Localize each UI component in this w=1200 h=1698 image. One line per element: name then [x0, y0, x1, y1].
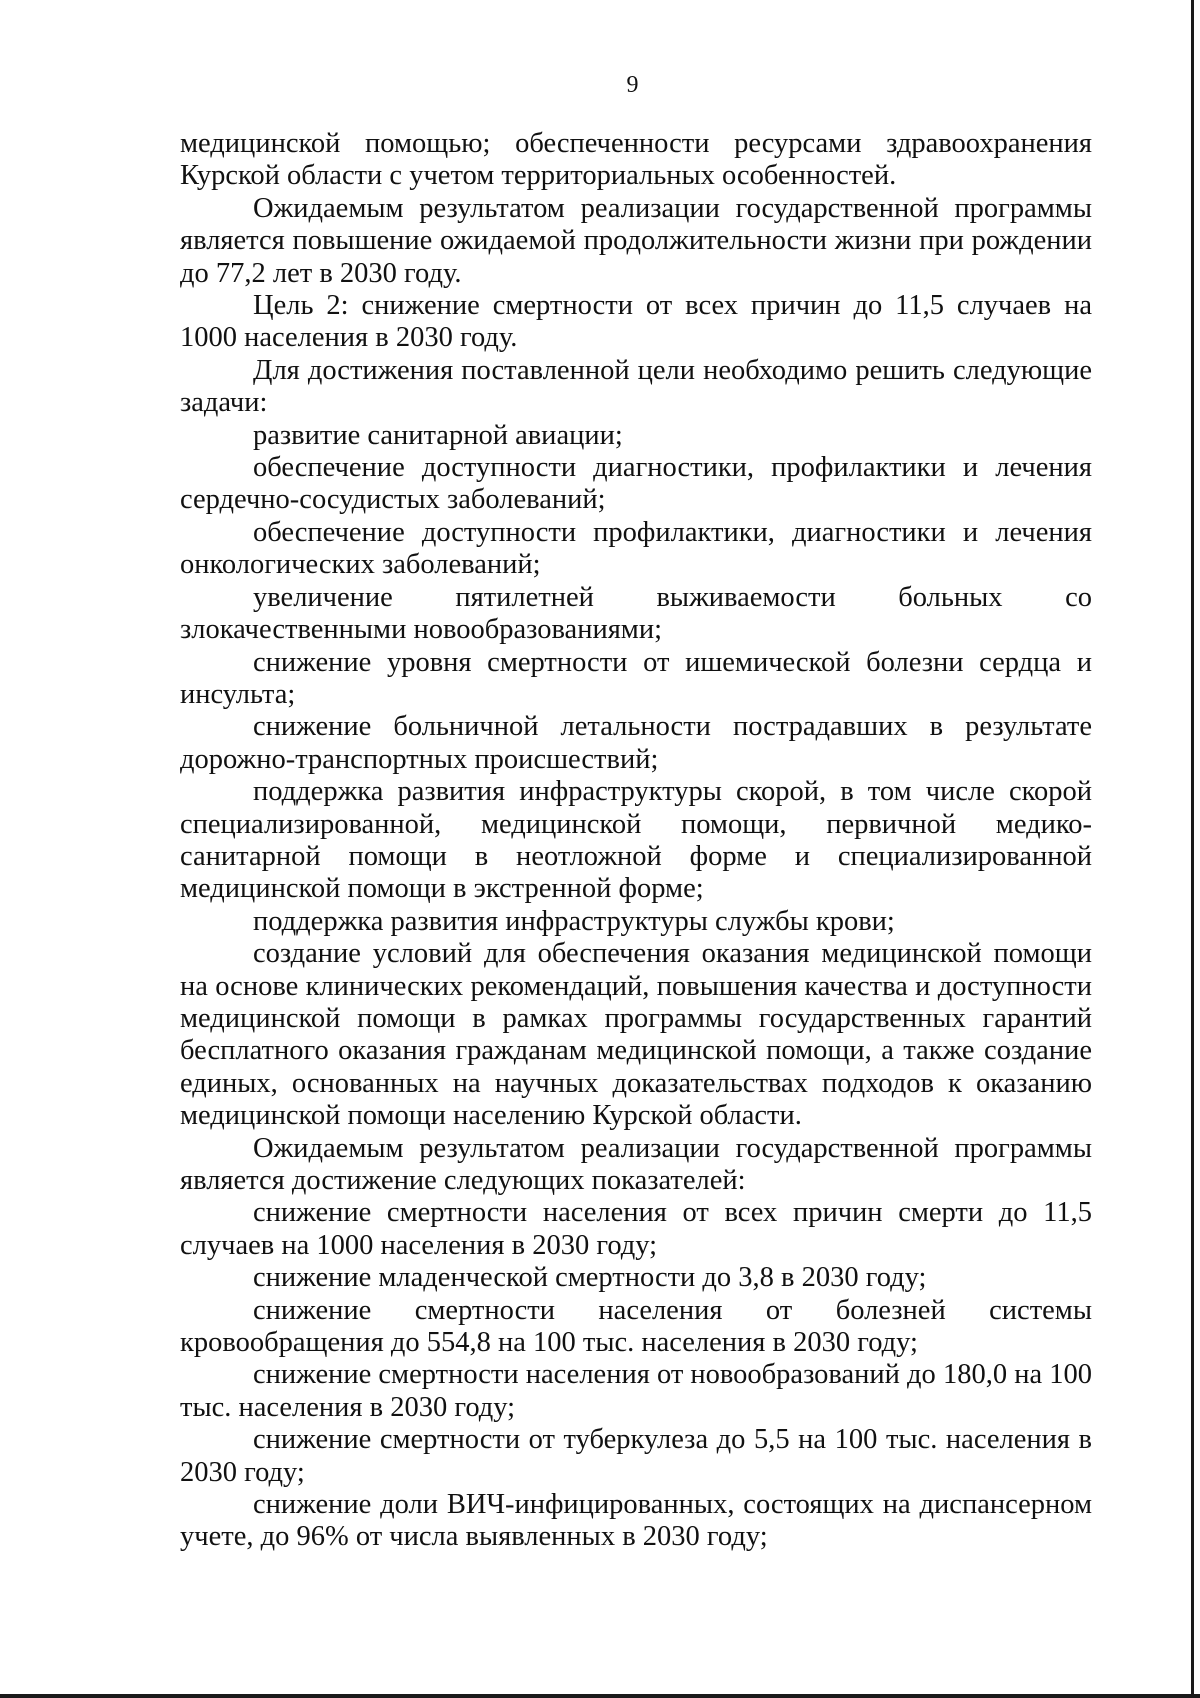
paragraph: снижение доли ВИЧ-инфицированных, состоящих на диспансерном учете, до 96% от числа выявленных в 2030 году;: [180, 1489, 1092, 1553]
scan-edge-right: [1191, 0, 1194, 1698]
paragraph: Для достижения поставленной цели необходимо решить следующие задачи:: [180, 354, 1092, 419]
paragraph: Ожидаемым результатом реализации государственной программы является повышение ожидаемой продолжительности жизни при рождении до 77,2 лет в 2030 году.: [180, 192, 1092, 289]
paragraph: увеличение пятилетней выживаемости больных со злокачественными новообразованиями;: [180, 581, 1092, 646]
paragraph: Ожидаемым результатом реализации государственной программы является достижение следующих показателей:: [180, 1132, 1092, 1196]
paragraph: обеспечение доступности профилактики, диагностики и лечения онкологических заболеваний;: [180, 516, 1092, 581]
page-number: 9: [626, 72, 639, 98]
paragraph: создание условий для обеспечения оказания медицинской помощи на основе клинических рекомендаций, повышения качества и доступности медицинской помощи в рамках программы государственных гарантий бесплатного оказания гражданам медицинской помощи, а также создание единых, основанных на научных доказательствах подходов к оказанию медицинской помощи населению Курской области.: [180, 938, 1092, 1132]
paragraph: развитие санитарной авиации;: [253, 419, 623, 451]
paragraph: снижение смертности населения от всех причин смерти до 11,5 случаев на 1000 населения в 2030 году;: [180, 1197, 1092, 1261]
paragraph: снижение уровня смертности от ишемической болезни сердца и инсульта;: [180, 646, 1092, 710]
scan-edge-bottom: [0, 1694, 1200, 1698]
paragraph: поддержка развития инфраструктуры скорой, в том числе скорой специализированной, медицинской помощи, первичной медико-санитарной помощи в неотложной форме и специализированной медицинской помощи в экстренной форме;: [180, 776, 1092, 905]
paragraph: снижение больничной летальности пострадавших в результате дорожно-транспортных происшествий;: [180, 711, 1092, 775]
paragraph: Цель 2: снижение смертности от всех причин до 11,5 случаев на 1000 населения в 2030 году.: [180, 290, 1092, 354]
paragraph: медицинской помощью; обеспеченности ресурсами здравоохранения Курской области с учетом территориальных особенностей.: [180, 128, 1092, 192]
body-text: [180, 128, 1092, 1554]
paragraph: обеспечение доступности диагностики, профилактики и лечения сердечно-сосудистых заболеваний;: [180, 452, 1092, 516]
paragraph: снижение младенческой смертности до 3,8 в 2030 году;: [253, 1262, 927, 1294]
paragraph: снижение смертности от туберкулеза до 5,5 на 100 тыс. населения в 2030 году;: [180, 1424, 1092, 1488]
paragraph: снижение смертности населения от новообразований до 180,0 на 100 тыс. населения в 2030 году;: [180, 1359, 1092, 1423]
paragraph: поддержка развития инфраструктуры службы крови;: [253, 905, 895, 937]
paragraph: снижение смертности населения от болезней системы кровообращения до 554,8 на 100 тыс. населения в 2030 году;: [180, 1294, 1092, 1359]
